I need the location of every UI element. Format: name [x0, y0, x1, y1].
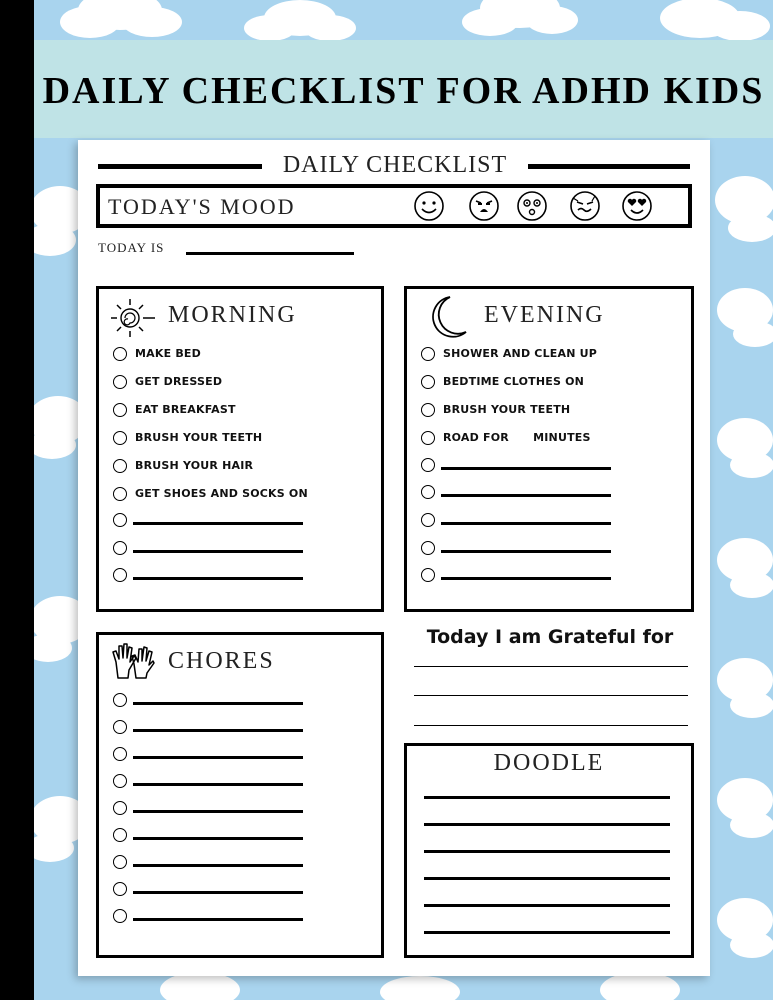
check-circle[interactable] [113, 431, 127, 445]
write-line[interactable] [133, 837, 303, 840]
check-circle[interactable] [113, 693, 127, 707]
write-line[interactable] [441, 550, 611, 553]
doodle-line[interactable] [424, 904, 670, 907]
write-line[interactable] [441, 577, 611, 580]
book-spine [0, 0, 34, 1000]
check-circle[interactable] [113, 801, 127, 815]
evening-item-label: BRUSH YOUR TEETH [443, 403, 571, 416]
morning-title: MORNING [168, 302, 297, 328]
grateful-line[interactable] [414, 725, 688, 726]
write-line[interactable] [133, 522, 303, 525]
cover-banner [34, 40, 773, 138]
check-circle[interactable] [113, 459, 127, 473]
cover-title: DAILY CHECKLIST FOR ADHD KIDS [42, 70, 765, 112]
write-line[interactable] [133, 756, 303, 759]
write-line[interactable] [441, 494, 611, 497]
check-circle[interactable] [113, 403, 127, 417]
sheet-title: DAILY CHECKLIST [262, 148, 528, 182]
evening-title: EVENING [484, 302, 605, 328]
write-line[interactable] [133, 550, 303, 553]
check-circle[interactable] [113, 513, 127, 527]
shocked-face-icon[interactable] [516, 190, 548, 222]
morning-item-label: BRUSH YOUR HAIR [135, 459, 254, 472]
confused-face-icon[interactable] [569, 190, 601, 222]
doodle-title: DOODLE [493, 750, 605, 776]
check-circle[interactable] [113, 747, 127, 761]
evening-item-label: ROAD FOR MINUTES [443, 431, 591, 444]
morning-item-label: BRUSH YOUR TEETH [135, 431, 263, 444]
check-circle[interactable] [113, 855, 127, 869]
doodle-line[interactable] [424, 931, 670, 934]
chores-title: CHORES [168, 648, 275, 674]
heart-eyes-face-icon[interactable] [621, 190, 653, 222]
mood-box [96, 184, 692, 228]
check-circle[interactable] [421, 513, 435, 527]
write-line[interactable] [133, 577, 303, 580]
write-line[interactable] [133, 864, 303, 867]
grateful-line[interactable] [414, 695, 688, 696]
write-line[interactable] [441, 467, 611, 470]
check-circle[interactable] [421, 375, 435, 389]
check-circle[interactable] [421, 458, 435, 472]
mood-label: TODAY'S MOOD [108, 194, 296, 219]
write-line[interactable] [133, 783, 303, 786]
check-circle[interactable] [421, 568, 435, 582]
evening-item-label: SHOWER AND CLEAN UP [443, 347, 598, 360]
doodle-line[interactable] [424, 850, 670, 853]
write-line[interactable] [133, 702, 303, 705]
evening-item-label: BEDTIME CLOTHES ON [443, 375, 585, 388]
check-circle[interactable] [113, 909, 127, 923]
grateful-line[interactable] [414, 666, 688, 667]
morning-item-label: EAT BREAKFAST [135, 403, 236, 416]
write-line[interactable] [441, 522, 611, 525]
doodle-line[interactable] [424, 796, 670, 799]
check-circle[interactable] [113, 487, 127, 501]
morning-item-label: MAKE BED [135, 347, 201, 360]
moon-icon [428, 294, 468, 340]
sun-icon [106, 296, 158, 340]
check-circle[interactable] [421, 347, 435, 361]
today-label: TODAY IS [98, 240, 165, 255]
scream-face-icon[interactable] [468, 190, 500, 222]
write-line[interactable] [133, 918, 303, 921]
check-circle[interactable] [113, 720, 127, 734]
waving-hands-icon [110, 640, 156, 682]
check-circle[interactable] [113, 774, 127, 788]
check-circle[interactable] [421, 403, 435, 417]
today-date-line[interactable] [186, 252, 354, 255]
check-circle[interactable] [113, 828, 127, 842]
check-circle[interactable] [113, 541, 127, 555]
doodle-line[interactable] [424, 823, 670, 826]
check-circle[interactable] [421, 485, 435, 499]
check-circle[interactable] [113, 347, 127, 361]
check-circle[interactable] [113, 882, 127, 896]
check-circle[interactable] [421, 541, 435, 555]
morning-item-label: GET DRESSED [135, 375, 223, 388]
doodle-line[interactable] [424, 877, 670, 880]
check-circle[interactable] [113, 568, 127, 582]
smile-face-icon[interactable] [413, 190, 445, 222]
check-circle[interactable] [113, 375, 127, 389]
grateful-title: Today I am Grateful for [426, 626, 674, 648]
write-line[interactable] [133, 810, 303, 813]
check-circle[interactable] [421, 431, 435, 445]
write-line[interactable] [133, 891, 303, 894]
write-line[interactable] [133, 729, 303, 732]
morning-item-label: GET SHOES AND SOCKS ON [135, 487, 308, 500]
